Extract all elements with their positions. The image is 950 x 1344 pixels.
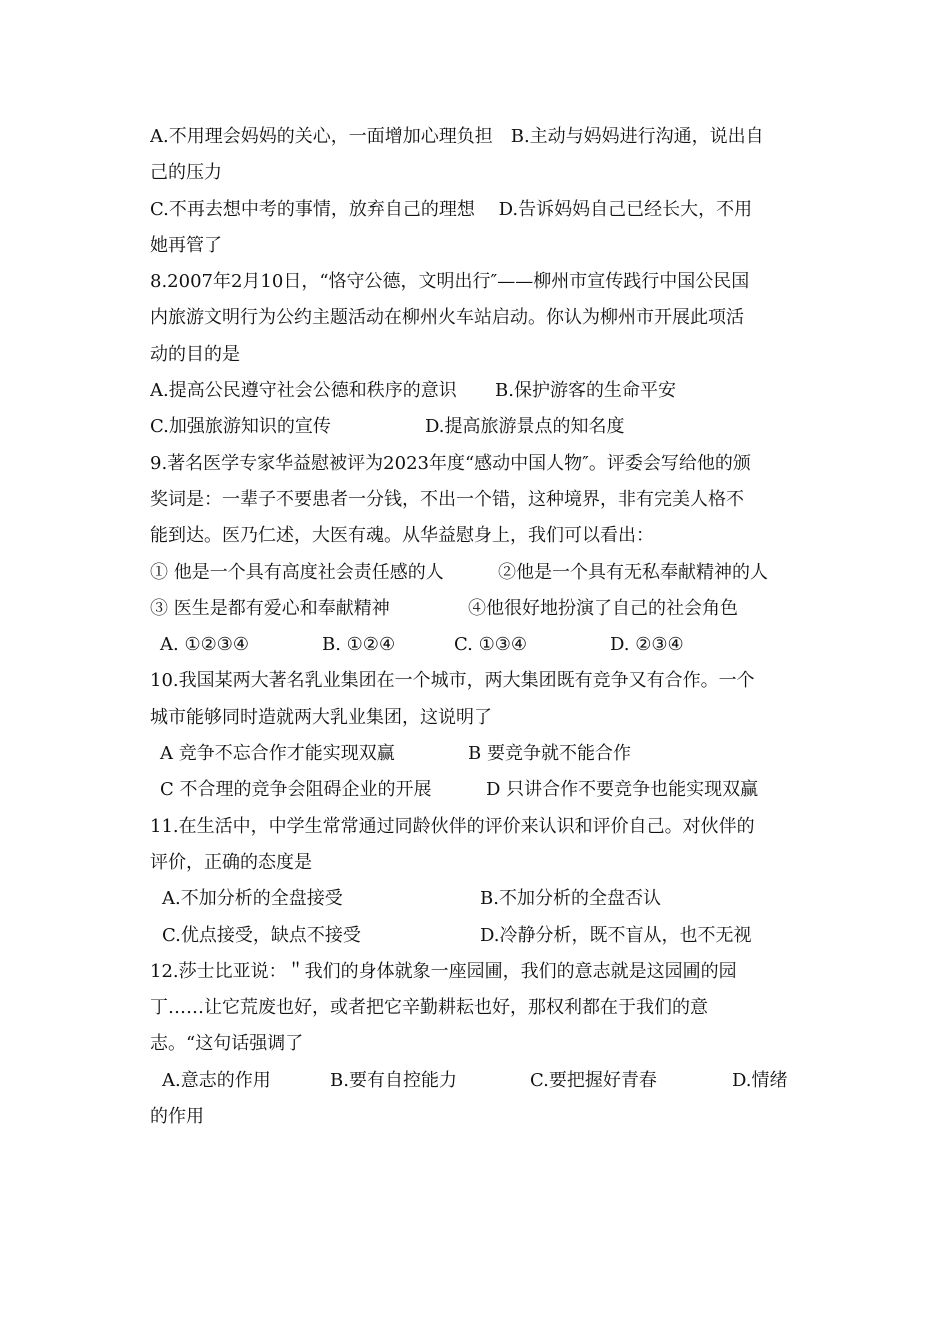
q8-stem-line-1: 8.2007年2月10日，“恪守公德，文明出行″——柳州市宣传践行中国公民国 (150, 271, 750, 293)
q12-option-c: C.要把握好青春 (530, 1069, 657, 1091)
q10-options-row-1 (150, 736, 810, 772)
q8-option-a: A.提高公民遵守社会公德和秩序的意识 (150, 380, 457, 402)
q10-option-a: A 竞争不忘合作才能实现双赢 (160, 743, 395, 765)
q7-options-line-4: 她再管了 (150, 234, 222, 256)
q11-stem-line-2: 评价，正确的态度是 (150, 851, 312, 873)
q11-option-d: D.冷静分析，既不盲从，也不无视 (480, 924, 752, 946)
q9-option-b: B. ①②④ (322, 634, 396, 656)
q9-option-a: A. ①②③④ (160, 634, 249, 656)
q8-option-b: B.保护游客的生命平安 (495, 380, 676, 402)
q8-option-c: C.加强旅游知识的宣传 (150, 416, 331, 438)
q12-option-a: A.意志的作用 (162, 1069, 271, 1091)
q10-option-b: B 要竞争就不能合作 (468, 743, 631, 765)
q10-option-c: C 不合理的竞争会阻碍企业的开展 (160, 779, 432, 801)
q9-option-c: C. ①③④ (454, 634, 527, 656)
q9-items-row-1 (150, 555, 810, 591)
q12-option-d-continued: 的作用 (150, 1106, 204, 1128)
q7-options-line-1: A.不用理会妈妈的关心，一面增加心理负担 B.主动与妈妈进行沟通，说出自 (150, 126, 764, 147)
q9-stem-line-3: 能到达。医乃仁述，大医有魂。从华益慰身上，我们可以看出： (150, 525, 654, 547)
q9-item-1: ① 他是一个具有高度社会责任感的人 (150, 561, 444, 583)
q8-options-row-2 (150, 409, 810, 445)
q9-option-d: D. ②③④ (610, 634, 684, 656)
q12-option-d: D.情绪 (732, 1069, 788, 1091)
q9-items-row-2 (150, 591, 810, 627)
q12-options-row (150, 1063, 810, 1099)
q7-options-line-3: C.不再去想中考的事情，放弃自己的理想 D.告诉妈妈自己已经长大，不用 (150, 198, 753, 220)
q8-stem-line-3: 动的目的是 (150, 343, 240, 365)
q9-item-4: ④他很好地扮演了自己的社会角色 (468, 597, 738, 619)
q9-options-row (150, 627, 810, 663)
q11-option-a: A.不加分析的全盘接受 (162, 888, 343, 910)
exam-questions (150, 119, 810, 1135)
q8-stem-line-2: 内旅游文明行为公约主题活动在柳州火车站启动。你认为柳州市开展此项活 (150, 307, 744, 329)
q10-stem-line-2: 城市能够同时造就两大乳业集团，这说明了 (150, 706, 492, 728)
q12-stem-line-1: 12.莎士比亚说：＂我们的身体就象一座园圃，我们的意志就是这园圃的园 (150, 960, 737, 982)
q11-option-c: C.优点接受，缺点不接受 (162, 924, 361, 946)
q11-options-row-2 (150, 918, 810, 954)
q9-item-3: ③ 医生是都有爱心和奉献精神 (150, 597, 390, 619)
q10-options-row-2 (150, 772, 810, 808)
q9-stem-line-1: 9.著名医学专家华益慰被评为2023年度“感动中国人物″。评委会写给他的颁 (150, 452, 751, 474)
q9-stem-line-2: 奖词是：一辈子不要患者一分钱，不出一个错，这种境界，非有完美人格不 (150, 488, 744, 510)
q12-stem-line-3: 志。“这句话强调了 (150, 1033, 304, 1055)
q8-option-d: D.提高旅游景点的知名度 (425, 416, 625, 438)
q12-option-b: B.要有自控能力 (330, 1069, 457, 1091)
q8-options-row-1 (150, 373, 810, 409)
q11-stem-line-1: 11.在生活中，中学生常常通过同龄伙伴的评价来认识和评价自己。对伙伴的 (150, 815, 755, 837)
q7-options-line-2: 己的压力 (150, 162, 222, 184)
q12-stem-line-2: 丁……让它荒废也好，或者把它辛勤耕耘也好，那权利都在于我们的意 (150, 997, 708, 1019)
q11-option-b: B.不加分析的全盘否认 (480, 888, 661, 910)
q11-options-row-1 (150, 881, 810, 917)
q10-stem-line-1: 10.我国某两大著名乳业集团在一个城市，两大集团既有竞争又有合作。一个 (150, 670, 755, 692)
q9-item-2: ②他是一个具有无私奉献精神的人 (498, 561, 768, 583)
q10-option-d: D 只讲合作不要竞争也能实现双赢 (486, 779, 759, 801)
